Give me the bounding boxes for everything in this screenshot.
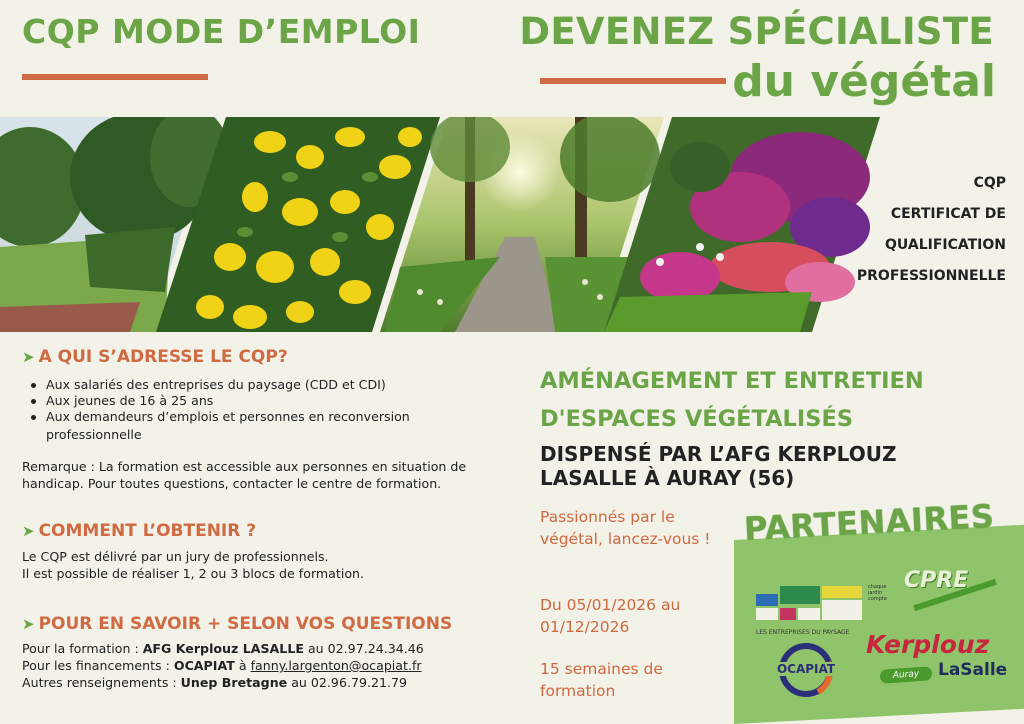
- contact-list: [22, 640, 424, 691]
- cqp-line-4: PROFESSIONNELLE: [856, 268, 1006, 284]
- arrow-icon: ➤: [22, 615, 35, 633]
- title-underline-right: [540, 78, 726, 84]
- unep-tagline: chaque jardin compte: [868, 584, 887, 602]
- contact-name: AFG Kerplouz LASALLE: [142, 641, 304, 656]
- auray-badge: Auray: [880, 666, 933, 684]
- course-duration: 15 semaines de formation: [540, 660, 663, 700]
- page-title-left: CQP MODE D’EMPLOI: [22, 12, 421, 51]
- list-item: Aux demandeurs d’emplois et personnes en reconversion: [30, 409, 410, 425]
- list-item-continued: professionnelle: [46, 427, 142, 442]
- section-title-obtain: [22, 521, 256, 541]
- unep-label: LES ENTREPRISES DU PAYSAGE: [756, 629, 850, 636]
- list-item: Aux jeunes de 16 à 25 ans: [30, 393, 410, 409]
- headline-line-2: du végétal: [732, 56, 996, 107]
- email-link[interactable]: fanny.largenton@ocapiat.fr: [250, 658, 422, 673]
- provider-line-2: LASALLE À AURAY (56): [540, 466, 795, 490]
- obtain-line-2: Il est possible de réaliser 1, 2 ou 3 blocs de formation.: [22, 566, 365, 581]
- logo-cpre: [902, 568, 998, 612]
- remark-line-1: Remarque : La formation est accessible aux personnes en situation de: [22, 459, 467, 474]
- tagline: Passionnés par le végétal, lancez-vous !: [540, 508, 711, 548]
- title-underline-left: [22, 74, 208, 80]
- ocapiat-text: OCAPIAT: [768, 662, 844, 676]
- headline-line-1: DEVENEZ SPÉCIALISTE: [519, 10, 994, 53]
- lasalle-text: LaSalle: [938, 660, 1008, 680]
- course-title-line-1: AMÉNAGEMENT ET ENTRETIEN: [540, 368, 924, 394]
- contact-name: OCAPIAT: [173, 658, 235, 673]
- contact-name: Unep Bretagne: [180, 675, 288, 690]
- arrow-icon: ➤: [22, 348, 35, 366]
- partners-title: PARTENAIRES: [743, 496, 996, 548]
- cqp-line-2: CERTIFICAT DE: [890, 206, 1006, 222]
- remark-line-2: handicap. Pour toutes questions, contacter le centre de formation.: [22, 476, 442, 491]
- audience-title-text: A QUI S’ADRESSE LE CQP?: [38, 347, 288, 367]
- provider-heading: [540, 442, 896, 490]
- course-title-line-2: D'ESPACES VÉGÉTALISÉS: [540, 406, 854, 432]
- cpre-text: CPRE: [904, 568, 969, 593]
- cqp-definition: [857, 168, 1006, 292]
- section-title-audience: [22, 347, 288, 367]
- obtain-title-text: COMMENT L’OBTENIR ?: [38, 521, 257, 541]
- list-item: Aux salariés des entreprises du paysage (CDD et CDI): [30, 377, 410, 393]
- phone-number[interactable]: au 02.96.79.21.79: [287, 675, 408, 690]
- info-title-text: POUR EN SAVOIR + SELON VOS QUESTIONS: [38, 614, 453, 634]
- audience-list: [30, 377, 410, 425]
- logo-ocapiat: [768, 642, 844, 698]
- arrow-icon: ➤: [22, 522, 35, 540]
- phone-number[interactable]: au 02.97.24.34.46: [303, 641, 424, 656]
- course-dates: Du 05/01/2026 au 01/12/2026: [540, 596, 681, 636]
- contact-other: Autres renseignements : Unep Bretagne au 02.96.79.21.79: [22, 675, 408, 690]
- cqp-line-3: QUALIFICATION: [885, 237, 1006, 253]
- logo-unep: [756, 584, 887, 636]
- kerplouz-text: Kerplouz: [866, 630, 990, 659]
- provider-line-1: DISPENSÉ PAR L’AFG KERPLOUZ: [540, 442, 897, 466]
- logo-kerplouz: [864, 630, 1008, 700]
- contact-funding: Pour les financements : OCAPIAT à fanny.largenton@ocapiat.fr: [22, 658, 422, 673]
- photo-strip: [0, 117, 880, 332]
- course-title: [540, 362, 924, 438]
- obtain-line-1: Le CQP est délivré par un jury de professionnels.: [22, 549, 329, 564]
- unep-mark: [756, 584, 868, 624]
- contact-training: Pour la formation : AFG Kerplouz LASALLE au 02.97.24.34.46: [22, 641, 424, 656]
- section-title-info: [22, 614, 452, 634]
- cqp-line-1: CQP: [973, 175, 1006, 191]
